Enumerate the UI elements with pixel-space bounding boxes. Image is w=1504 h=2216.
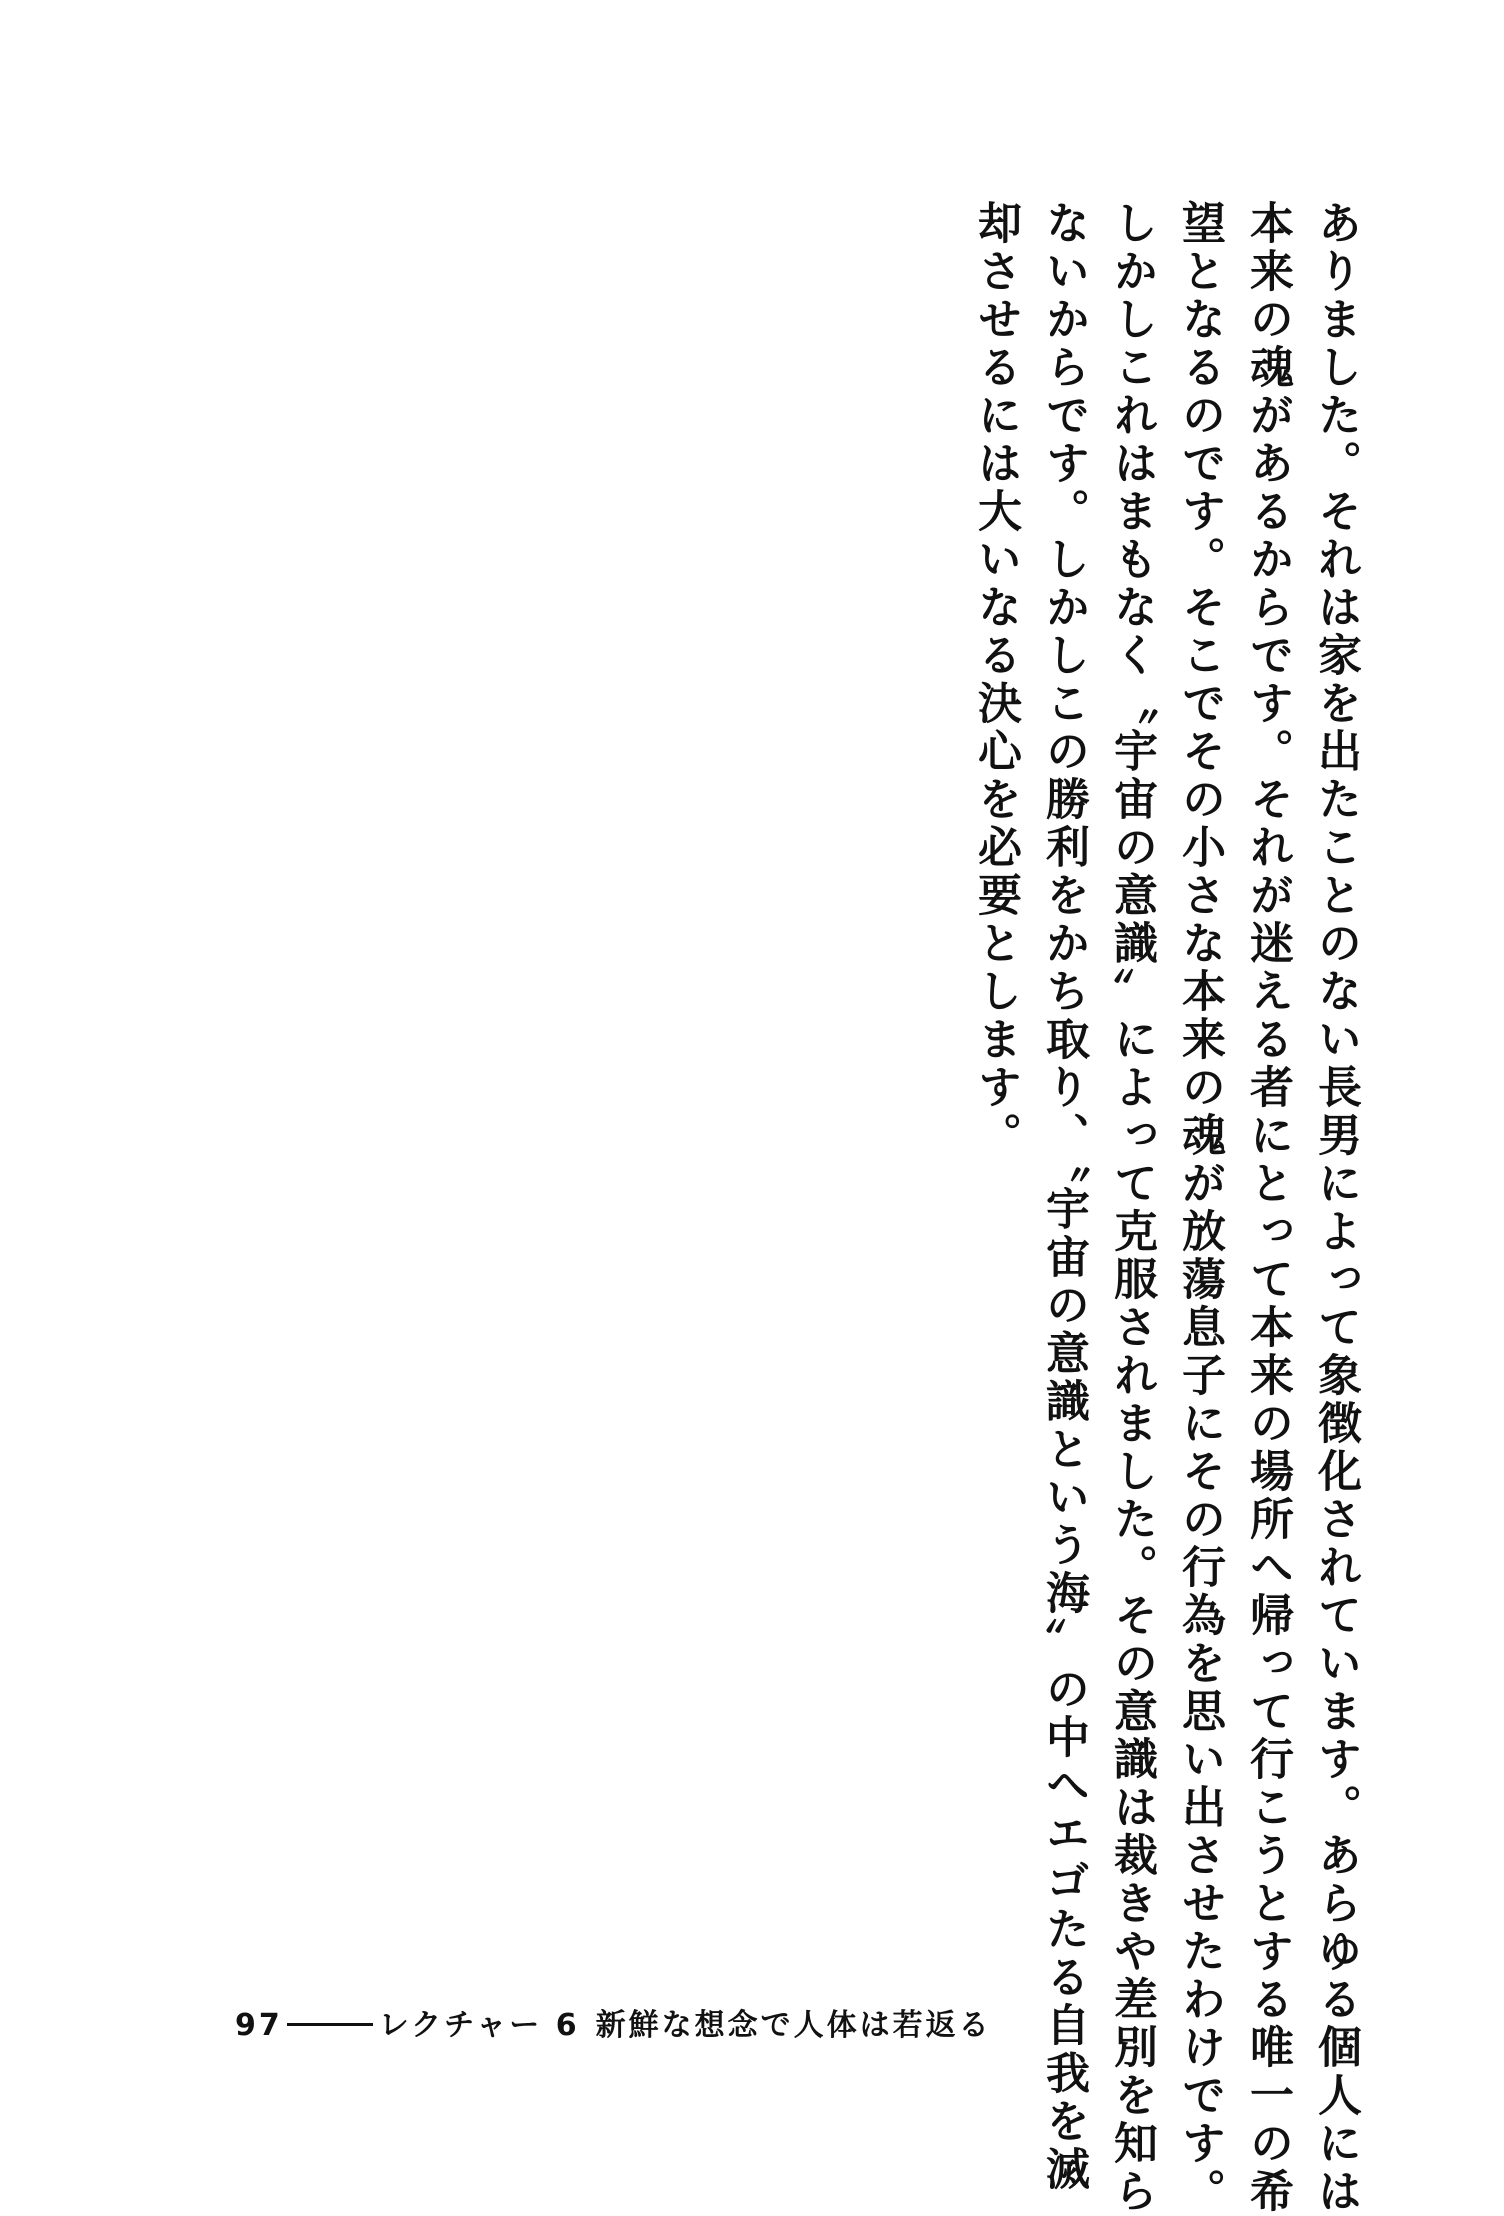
page-number: 97 <box>235 2008 283 2043</box>
text-column-1: ありました。それは家を出たことのない長男によって象徴化されています。あらゆる個人には <box>1310 200 1361 2216</box>
text-column-2: 本来の魂があるからです。それが迷える者にとって本来の場所へ帰って行こうとする唯一の希 <box>1242 200 1293 2216</box>
footer-dash-divider <box>287 2023 373 2026</box>
lecture-label: レクチャー 6 <box>378 2008 580 2043</box>
text-column-4: しかしこれはまもなく〝宇宙の意識〟によって克服されました。その意識は裁きや差別を知ら <box>1106 200 1157 2216</box>
chapter-title: 新鮮な想念で人体は若返る <box>595 2008 992 2043</box>
text-column-6: 却させるには大いなる決心を必要とします。 <box>970 200 1021 1160</box>
page-footer <box>235 2000 992 2044</box>
text-column-5: ないからです。しかしこの勝利をかち取り、〝宇宙の意識という海〟の中へエゴたる自我を滅 <box>1038 200 1089 2194</box>
vertical-body-text <box>961 200 1369 2216</box>
text-column-3: 望となるのです。そこでその小さな本来の魂が放蕩息子にその行為を思い出させたわけです。 <box>1174 200 1225 2216</box>
